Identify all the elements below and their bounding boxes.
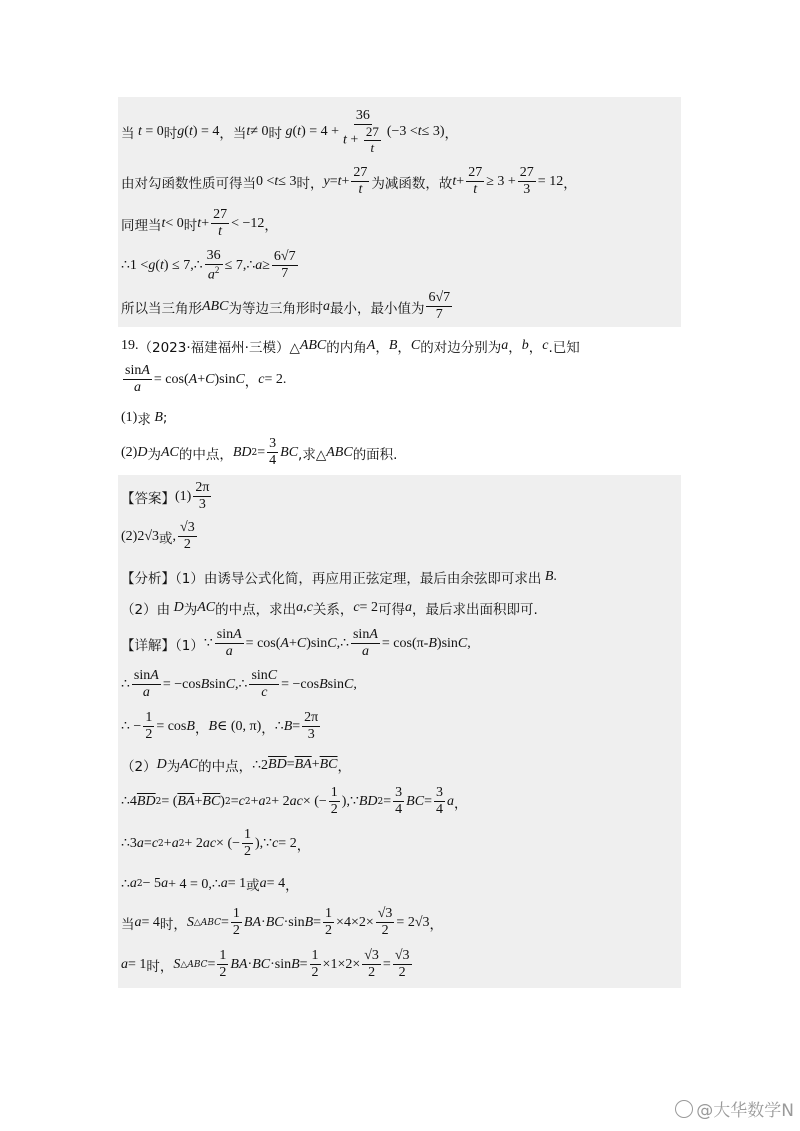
detail-7: ∴ a 2 − 5 a + 4 = 0,∴ a = 1 或 a = 4 ， bbox=[121, 876, 299, 894]
question-19-part-2: (2) D 为 AC 的中点， BD 2 = $\frac{3}{4}$ BC ,求△ ABC 的面积. bbox=[121, 436, 398, 469]
question-19-stem: 19. （2023·福建福州·三模）△ ABC 的内角 A ， B ， C 的对边分别为 a ， b ， c .已知 bbox=[121, 338, 580, 356]
line-2: 由对勾函数性质可得当 0 < t ≤ 3 时， y = t + $\frac{27}{t}$ 为减函数，故 t + $\frac{27}{t}$ ≥ 3 + $\frac{27}{3}$ = 12 ， bbox=[121, 165, 577, 198]
line-3: 同理当 t < 0 时 t + $\frac{27}{t}$ < −12 ， bbox=[121, 207, 278, 240]
detail-6: ∴3 a = c 2 + a 2 + 2 ac × (− $\frac{1}{2}$ ),∵ c = 2 ， bbox=[121, 827, 311, 860]
line-4: ∴1 < g ( t ) ≤ 7,∴ $\frac{36}{a^2}$ ≤ 7,∴ a ≥ $\frac{6√7}{7}$ bbox=[121, 248, 296, 283]
analysis-1: 【分析】（1）由诱导公式化简，再应用正弦定理，最后由余弦即可求出 B . bbox=[121, 569, 557, 587]
watermark-text: @大华数学N bbox=[696, 1101, 794, 1121]
detail-1: 【详解】（1） ∵ $\frac{\sin A}{a}$ = cos( A + C )sin C ,∴ $\frac{\sin A}{a}$ = cos(π- B )sin C , bbox=[121, 627, 471, 660]
line-1: 当 t = 0 时 g ( t ) = 4 ，当 t ≠ 0 时 g ( t ) = 4 + 36 t + $\frac{27}{t}$ (−3 < t ≤ 3) ， bbox=[121, 108, 459, 156]
answer-1: 【答案】 (1) $\frac{2\pi}{3}$ bbox=[121, 480, 210, 513]
analysis-2: （2）由 D 为 AC 的中点，求出 a , c 关系， c = 2 可得 a ，最后求出面积即可. bbox=[121, 600, 538, 618]
detail-3: ∴ − $\frac{1}{2}$ = cos B ， B ∈ (0, π) ， ∴ B = $\frac{2\pi}{3}$ bbox=[121, 710, 319, 743]
answer-2: (2)2√3 或 , $\frac{√3}{2}$ bbox=[121, 520, 195, 553]
paw-logo-icon bbox=[675, 1100, 693, 1118]
question-19-part-1: (1) 求 B ; bbox=[121, 410, 168, 428]
detail-8: 当 a = 4 时， S △ABC = $\frac{1}{2}$ BA · BC ·sin B = $\frac{1}{2}$ ×4×2× $\frac{√3}{2}$ = 2√3 ， bbox=[121, 906, 444, 939]
watermark bbox=[675, 1096, 794, 1121]
detail-4: （2） D 为 AC 的中点， ∴2 $\overline{BD}$ = $\overline{BA}$ + $\overline{BC}$ ， bbox=[121, 757, 352, 775]
detail-5: ∴4 $\overline{BD}$ 2 = ( $\overline{BA}$ + $\overline{BC}$ ) 2 = c 2 + a 2 + 2 ac × (− $\frac{1}{2}$ ),∵ BD 2 = $\frac{3}{4}$ BC = $\frac{3}{4}$ a ， bbox=[121, 785, 468, 818]
detail-2: ∴ $\frac{\sin A}{a}$ = −cos B sin C ,∴ $\frac{\sin C}{c}$ = −cos B sin C , bbox=[121, 668, 357, 701]
detail-9: a = 1 时， S △ABC = $\frac{1}{2}$ BA · BC ·sin B = $\frac{1}{2}$ ×1×2× $\frac{√3}{2}$ = $\frac{√3}{2}$ bbox=[121, 948, 410, 981]
question-19-condition: $\frac{\sin A}{a}$ = cos( A + C )sin C ， c = 2. bbox=[125, 363, 287, 396]
line-5: 所以当三角形 ABC 为等边三角形时 a 最小，最小值为 $\frac{6√7}{7}$ bbox=[121, 290, 451, 323]
